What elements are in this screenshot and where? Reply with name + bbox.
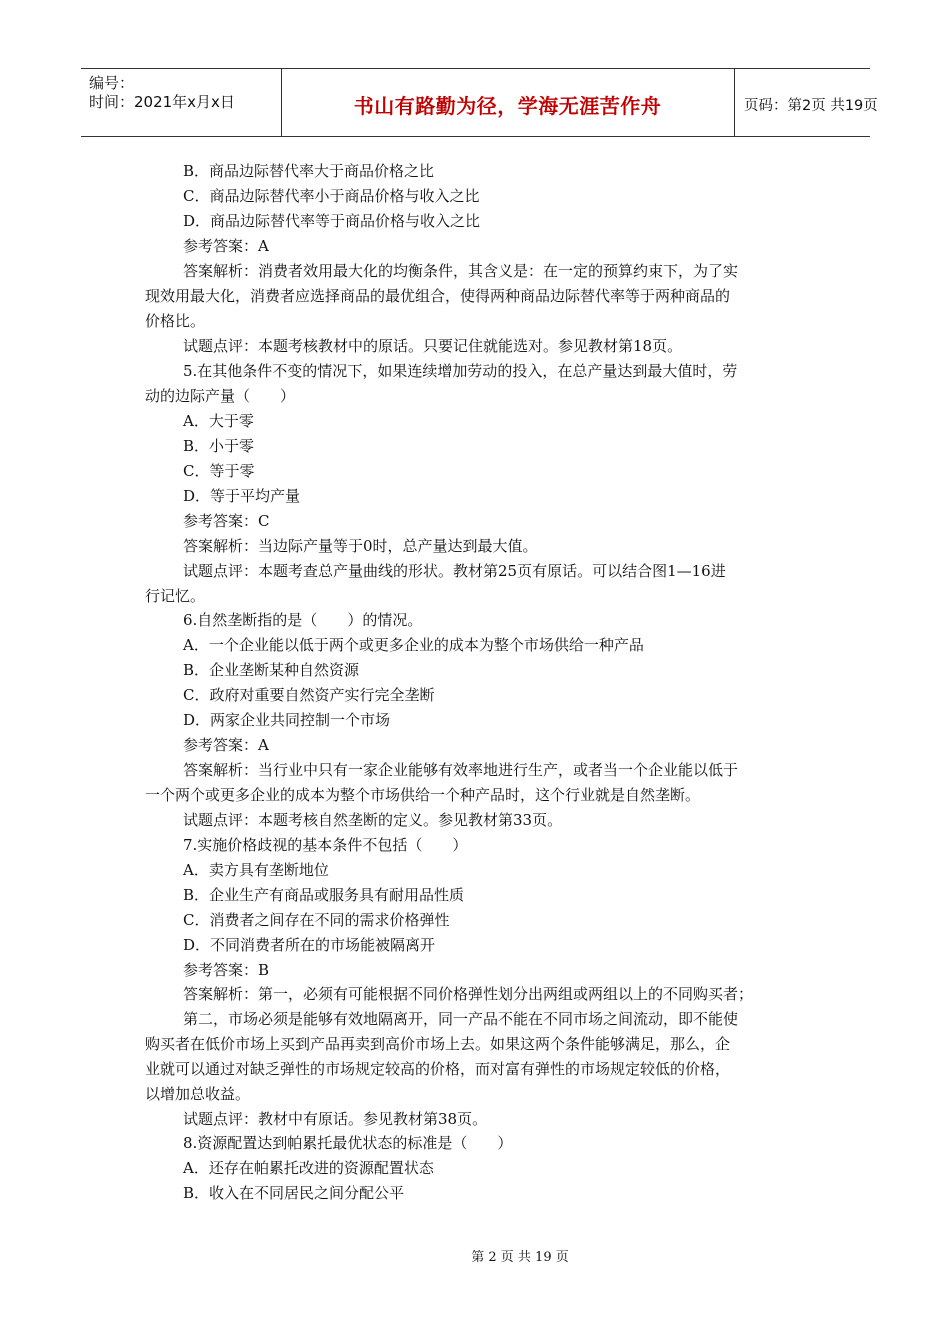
question-line: 7.实施价格歧视的基本条件不包括（ ） (183, 836, 468, 854)
serial-number-label: 编号： (89, 74, 135, 92)
explanation-line: 现效用最大化，消费者应选择商品的最优组合，使得两种商品边际替代率等于两种商品的 (145, 287, 731, 305)
option-line: B．商品边际替代率大于商品价格之比 (183, 162, 435, 180)
option-line: A．还存在帕累托改进的资源配置状态 (183, 1159, 434, 1177)
option-line: B．企业垄断某种自然资源 (183, 661, 360, 679)
option-line: D．等于平均产量 (183, 487, 301, 505)
explanation-line: 答案解析：第一，必须有可能根据不同价格弹性划分出两组或两组以上的不同购买者； (183, 985, 754, 1003)
answer-line: 参考答案：A (183, 237, 269, 255)
motto-text: 书山有路勤为径，学海无涯苦作舟 (353, 94, 662, 118)
explanation-line: 第二，市场必须是能够有效地隔离开，同一产品不能在不同市场之间流动，即不能使 (183, 1010, 739, 1028)
option-line: C．政府对重要自然资产实行完全垄断 (183, 686, 435, 704)
header-page-cell (734, 69, 878, 136)
option-line: D．不同消费者所在的市场能被隔离开 (183, 936, 436, 954)
page-footer (0, 1246, 950, 1265)
option-line: C．商品边际替代率小于商品价格与收入之比 (183, 187, 480, 205)
option-line: B．收入在不同居民之间分配公平 (183, 1184, 405, 1202)
option-line: B．小于零 (183, 437, 255, 455)
comment-line: 试题点评：教材中有原话。参见教材第38页。 (183, 1110, 488, 1128)
answer-line: 参考答案：A (183, 736, 269, 754)
page-number-info: 页码：第2页 共19页 (744, 98, 878, 114)
explanation-line: 答案解析：当边际产量等于0时，总产量达到最大值。 (183, 537, 538, 555)
header-motto-cell (281, 69, 735, 136)
explanation-line: 以增加总收益。 (145, 1085, 251, 1103)
question-line: 5.在其他条件不变的情况下，如果连续增加劳动的投入，在总产量达到最大值时，劳 (183, 362, 738, 380)
question-line: 8.资源配置达到帕累托最优状态的标准是（ ） (183, 1134, 513, 1152)
explanation-line: 答案解析：消费者效用最大化的均衡条件，其含义是：在一定的预算约束下，为了实 (183, 262, 739, 280)
option-line: A．卖方具有垄断地位 (183, 861, 329, 879)
comment-line: 试题点评：本题考核教材中的原话。只要记住就能选对。参见教材第18页。 (183, 337, 683, 355)
question-line: 动的边际产量（ ） (145, 387, 296, 405)
footer-page-number: 第 2 页 共 19 页 (471, 1250, 569, 1265)
question-line: 6.自然垄断指的是（ ）的情况。 (183, 611, 423, 629)
comment-line: 试题点评：本题考核自然垄断的定义。参见教材第33页。 (183, 811, 563, 829)
option-line: B．企业生产有商品或服务具有耐用品性质 (183, 886, 465, 904)
option-line: D．两家企业共同控制一个市场 (183, 711, 391, 729)
page-header (81, 68, 878, 137)
comment-line: 试题点评：本题考查总产量曲线的形状。教材第25页有原话。可以结合图1—16进 (183, 562, 726, 580)
explanation-line: 答案解析：当行业中只有一家企业能够有效率地进行生产，或者当一个企业能以低于 (183, 761, 739, 779)
answer-line: 参考答案：C (183, 512, 270, 530)
option-line: D．商品边际替代率等于商品价格与收入之比 (183, 212, 481, 230)
option-line: A．大于零 (183, 412, 254, 430)
answer-line: 参考答案：B (183, 961, 270, 979)
option-line: C．消费者之间存在不同的需求价格弹性 (183, 911, 450, 929)
header-info-cell (81, 69, 282, 136)
option-line: A．一个企业能以低于两个或更多企业的成本为整个市场供给一种产品 (183, 636, 644, 654)
explanation-line: 价格比。 (145, 312, 206, 330)
comment-line: 行记忆。 (145, 587, 206, 605)
date-label: 时间：2021年x月x日 (89, 93, 235, 111)
explanation-line: 购买者在低价市场上买到产品再卖到高价市场上去。如果这两个条件能够满足，那么，企 (145, 1035, 731, 1053)
explanation-line: 业就可以通过对缺乏弹性的市场规定较高的价格，而对富有弹性的市场规定较低的价格， (145, 1060, 731, 1078)
option-line: C．等于零 (183, 462, 255, 480)
explanation-line: 一个两个或更多企业的成本为整个市场供给一个种产品时，这个行业就是自然垄断。 (145, 786, 701, 804)
